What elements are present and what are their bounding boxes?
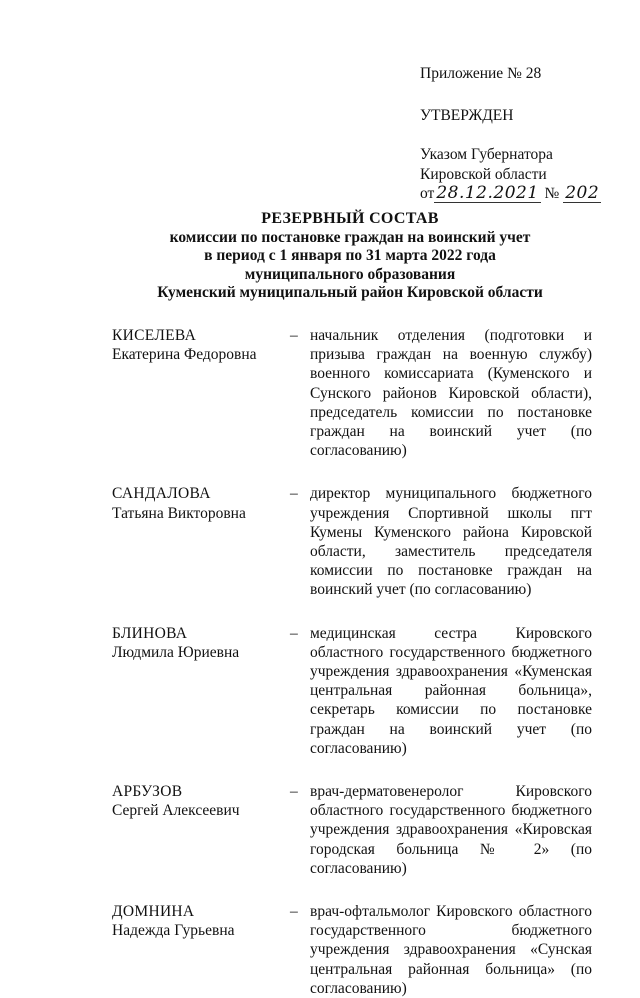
members-list — [112, 326, 592, 998]
member-given-names: Екатерина Федоровна — [112, 346, 257, 364]
appendix-number: Приложение № 28 — [420, 65, 542, 82]
member-role: начальник отделения (подготовки и призыва граждан на военную службу) военного комиссариата (Куменского и Сунского районов Кировской области), председатель комиссии по постановке граждан на воинский учет (по согласованию) — [310, 327, 592, 460]
member-name — [112, 326, 290, 364]
decree-date-row — [420, 184, 630, 204]
member-row — [112, 902, 592, 998]
member-surname: САНДАЛОВА — [112, 485, 211, 503]
title-line-4: муниципального образования — [244, 265, 456, 283]
member-name — [112, 782, 290, 820]
member-role: врач-офтальмолог Кировского областного государственного бюджетного учреждения здравоохранения «Сунская центральная районная больница» (по согласованию) — [310, 903, 592, 997]
member-given-names: Татьяна Викторовна — [112, 504, 246, 522]
member-row — [112, 326, 592, 460]
date-prefix: от — [420, 185, 435, 202]
member-given-names: Надежда Гурьевна — [112, 922, 235, 940]
handwritten-date: 28.12.2021 — [436, 183, 539, 203]
member-dash: – — [290, 327, 298, 344]
title-line-5: Куменский муниципальный район Кировской области — [157, 284, 543, 301]
member-surname: ДОМНИНА — [112, 903, 195, 921]
title-line-2: комиссии по постановке граждан на воинский учет — [169, 228, 531, 246]
member-dash: – — [290, 624, 298, 642]
member-surname: БЛИНОВА — [112, 624, 188, 642]
member-role: врач-дерматовенеролог Кировского областного государственного бюджетного учреждения здравоохранения «Кировская городская больница № 2» (по согласованию) — [310, 783, 592, 877]
member-name — [112, 624, 290, 662]
approved-label: УТВЕРЖДЕН — [420, 106, 514, 124]
appendix-block — [420, 64, 630, 204]
decree-line-1: Указом Губернатора — [420, 146, 553, 163]
member-name — [112, 902, 290, 940]
member-surname: АРБУЗОВ — [112, 783, 183, 801]
member-row — [112, 624, 592, 758]
number-prefix: № — [544, 185, 560, 202]
title-line-1: РЕЗЕРВНЫЙ СОСТАВ — [261, 210, 439, 227]
member-dash: – — [290, 903, 298, 921]
member-row — [112, 484, 592, 599]
decree-line-2: Кировской области — [420, 165, 547, 183]
member-surname: КИСЕЛЕВА — [112, 327, 197, 344]
member-name — [112, 484, 290, 522]
member-given-names: Людмила Юриевна — [112, 643, 240, 661]
title-line-3: в период с 1 января по 31 марта 2022 года — [204, 247, 496, 264]
member-given-names: Сергей Алексеевич — [112, 802, 240, 820]
member-row — [112, 782, 592, 878]
member-dash: – — [290, 783, 298, 801]
document-title — [60, 210, 640, 303]
member-dash: – — [290, 485, 298, 503]
member-role: медицинская сестра Кировского областного государственного бюджетного учреждения здравоохранения «Куменская центральная районная больница», секретарь комиссии по постановке граждан на воинский учет (по согласованию) — [310, 624, 592, 757]
member-role: директор муниципального бюджетного учреждения Спортивной школы пгт Кумены Куменского района Кировской области, заместитель председателя комиссии по постановке граждан на воинский учет (по согласованию) — [310, 485, 592, 599]
handwritten-number: 202 — [565, 183, 600, 203]
